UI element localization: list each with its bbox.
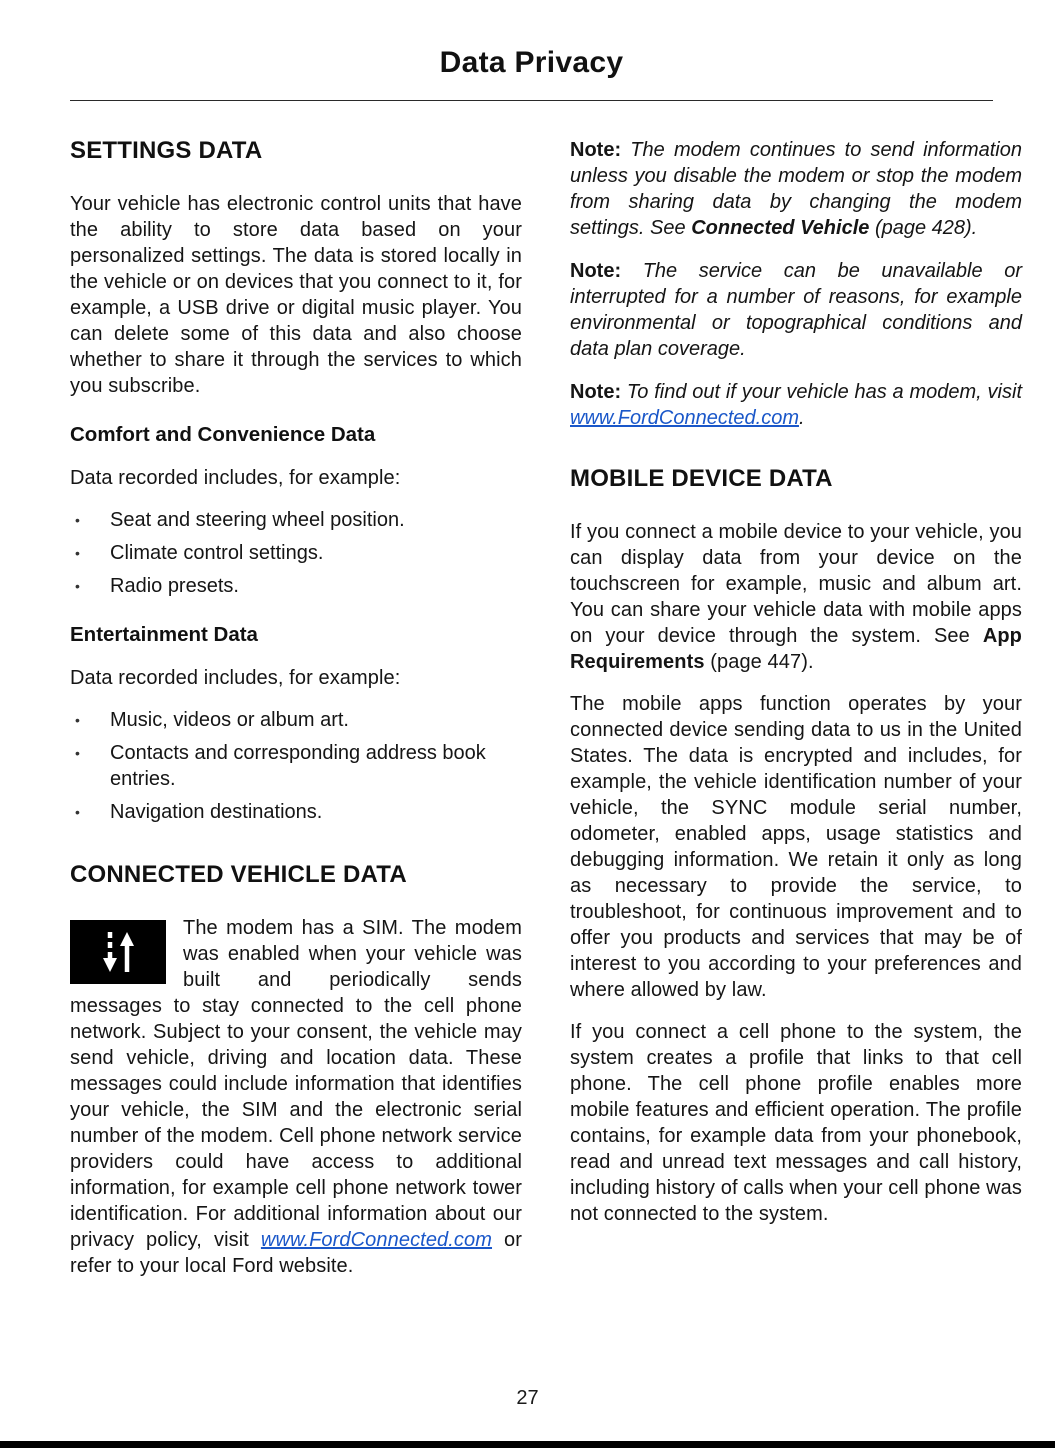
mobile-device-text: If you connect a mobile device to your vehicle, you can display data from your device on the touchscreen for example, music and album art. You can share your vehicle data with mobile apps on your device through the system. See	[570, 521, 1023, 647]
note-service-availability	[570, 258, 1022, 362]
list-item: • Contacts and corresponding address book entries.	[70, 740, 522, 792]
mobile-device-paragraph-1	[570, 519, 1022, 675]
list-item: • Climate control settings.	[70, 540, 522, 566]
note-text: To find out if your vehicle has a modem, visit	[621, 381, 1022, 403]
note-label: Note:	[570, 381, 622, 403]
left-column	[70, 137, 522, 1295]
fordconnected-link[interactable]: www.FordConnected.com	[570, 407, 799, 429]
note-text-tail: .	[798, 407, 805, 429]
data-up-down-arrows-icon	[70, 920, 166, 984]
note-modem-sharing	[570, 137, 1022, 241]
connected-vehicle-paragraph	[70, 915, 522, 1279]
connected-vehicle-text: The modem has a SIM. The modem was enabled when your vehicle was built and periodically sends messages to stay connected to the cell phone network. Subject to your consent, the vehicle may send vehicle, driving and location data. These messages could include information that identifies your vehicle, the SIM and the electronic serial number of the modem. Cell phone network service providers could have access to additional information, for example cell phone network tower identification. For additional information about our privacy policy, visit	[70, 917, 522, 1251]
note-text-tail: (page 428).	[869, 217, 978, 239]
entertainment-bullet-list	[70, 707, 522, 825]
connected-vehicle-heading: CONNECTED VEHICLE DATA	[70, 861, 407, 888]
title-rule	[70, 100, 993, 101]
settings-data-heading: SETTINGS DATA	[70, 137, 263, 164]
comfort-intro: Data recorded includes, for example:	[70, 467, 401, 489]
entertainment-data-heading: Entertainment Data	[70, 623, 258, 646]
comfort-convenience-heading: Comfort and Convenience Data	[70, 423, 376, 446]
note-label: Note:	[570, 139, 622, 161]
note-find-out-modem	[570, 379, 1022, 431]
connected-vehicle-ref: Connected Vehicle	[691, 217, 870, 239]
fordconnected-link[interactable]: www.FordConnected.com	[260, 1229, 493, 1251]
settings-data-intro: Your vehicle has electronic control units that have the ability to store data based on your personalized settings. The data is stored locally in the vehicle or on devices that you connect to it, for example, a USB drive or digital music player. You can delete some of this data and also choose whether to share it through the services to which you subscribe.	[70, 193, 522, 397]
list-item: • Seat and steering wheel position.	[70, 507, 522, 533]
entertainment-intro: Data recorded includes, for example:	[70, 667, 401, 689]
connected-vehicle-text-tail: or refer to your local Ford website.	[70, 1229, 523, 1277]
list-item: • Navigation destinations.	[70, 799, 522, 825]
right-column	[570, 137, 1022, 1295]
app-requirements-ref: App Requirements	[570, 625, 1022, 673]
comfort-bullet-list	[70, 507, 522, 599]
mobile-device-heading: MOBILE DEVICE DATA	[570, 465, 833, 492]
note-text: The service can be unavailable or interrupted for a number of reasons, for example environmental or topographical conditions and data plan coverage.	[570, 260, 1022, 360]
mobile-device-text-tail: (page 447).	[704, 651, 814, 673]
mobile-device-paragraph-2: The mobile apps function operates by your connected device sending data to us in the United States. The data is encrypted and includes, for example, the vehicle identification number of your vehicle, the SYNC module serial number, odometer, enabled apps, usage statistics and debugging information. We retain it only as long as necessary to provide the service, to troubleshoot, for continuous improvement and to offer you products and services that may be of interest to you according to your preferences and where allowed by law.	[570, 693, 1022, 1001]
note-label: Note:	[570, 260, 622, 282]
list-item: • Music, videos or album art.	[70, 707, 522, 733]
note-text: The modem continues to send information unless you disable the modem or stop the modem from sharing data by changing the modem settings. See	[570, 139, 1022, 239]
page-edge-bar	[0, 1441, 1055, 1448]
list-item: • Radio presets.	[70, 573, 522, 599]
mobile-device-paragraph-3: If you connect a cell phone to the system, the system creates a profile that links to that cell phone. The cell phone profile enables more mobile features and efficient operation. The profile contains, for example data from your phonebook, read and unread text messages and call history, including history of calls when your cell phone was not connected to the system.	[570, 1021, 1023, 1225]
page-title: Data Privacy	[439, 46, 624, 79]
page-number: 27	[516, 1387, 539, 1409]
two-column-layout	[70, 137, 1023, 1295]
